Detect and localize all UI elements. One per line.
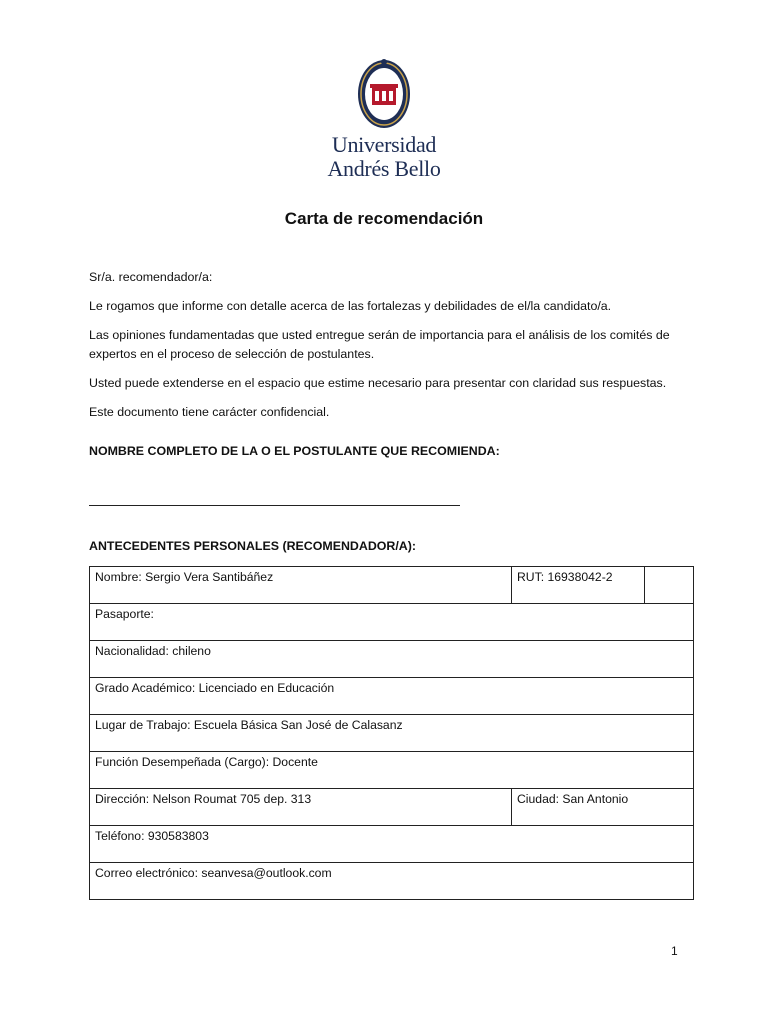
- table-row: [90, 678, 694, 715]
- table-row: [90, 567, 694, 604]
- university-seal-icon: [356, 58, 412, 132]
- paragraph-importance: Las opiniones fundamentadas que usted entregue serán de importancia para el análisis de los comités de expertos en el proceso de selección de postulantes.: [89, 328, 670, 361]
- position-field[interactable]: Función Desempeñada (Cargo): Docente: [90, 752, 694, 789]
- document-title: Carta de recomendación: [284, 209, 484, 228]
- logo-text-line2: Andrés Bello: [327, 156, 441, 181]
- paragraph-extend: Usted puede extenderse en el espacio que estime necesario para presentar con claridad sus respuestas.: [89, 376, 667, 390]
- table-row: [90, 752, 694, 789]
- table-row: [90, 604, 694, 641]
- personal-info-table: [89, 566, 694, 900]
- email-field[interactable]: Correo electrónico: seanvesa@outlook.com: [90, 863, 694, 900]
- table-row: [90, 641, 694, 678]
- paragraph-request: Le rogamos que informe con detalle acerca de las fortalezas y debilidades de el/la candidato/a.: [89, 299, 612, 313]
- table-row: [90, 863, 694, 900]
- phone-field[interactable]: Teléfono: 930583803: [90, 826, 694, 863]
- table-row: [90, 826, 694, 863]
- table-row: [90, 789, 694, 826]
- table-row: [90, 715, 694, 752]
- address-field[interactable]: Dirección: Nelson Roumat 705 dep. 313: [90, 789, 512, 826]
- rut-field[interactable]: RUT: 16938042-2: [512, 567, 645, 604]
- paragraph-confidential: Este documento tiene carácter confidencial.: [89, 405, 330, 419]
- passport-field[interactable]: Pasaporte:: [90, 604, 694, 641]
- rut-extra-cell[interactable]: [645, 567, 694, 604]
- salutation: Sr/a. recomendador/a:: [89, 270, 213, 284]
- applicant-name-line[interactable]: [89, 505, 460, 506]
- applicant-name-heading: NOMBRE COMPLETO DE LA O EL POSTULANTE QUE RECOMIENDA:: [89, 444, 500, 458]
- personal-info-heading: ANTECEDENTES PERSONALES (RECOMENDADOR/A):: [89, 539, 416, 553]
- logo-text-line1: Universidad: [331, 132, 437, 157]
- nationality-field[interactable]: Nacionalidad: chileno: [90, 641, 694, 678]
- academic-degree-field[interactable]: Grado Académico: Licenciado en Educación: [90, 678, 694, 715]
- name-field[interactable]: Nombre: Sergio Vera Santibáñez: [90, 567, 512, 604]
- university-logo: [316, 48, 452, 188]
- city-field[interactable]: Ciudad: San Antonio: [512, 789, 694, 826]
- page-number: 1: [671, 944, 678, 958]
- workplace-field[interactable]: Lugar de Trabajo: Escuela Básica San José de Calasanz: [90, 715, 694, 752]
